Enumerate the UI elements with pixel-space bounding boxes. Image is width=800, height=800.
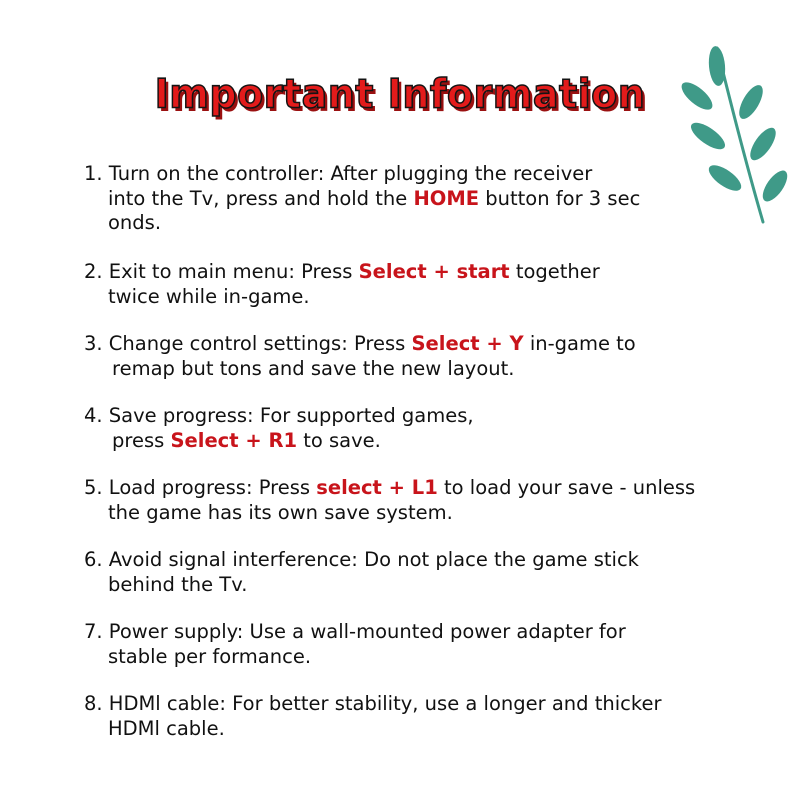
- instruction-line: [84, 187, 640, 212]
- instruction-text: 7. Power supply: Use a wall-mounted power adapter for: [84, 620, 626, 643]
- instruction-text: HDMl cable.: [108, 716, 225, 740]
- instruction-line: [84, 404, 474, 429]
- instruction-line: [84, 692, 661, 717]
- instruction-text: in-game to: [523, 332, 636, 355]
- button-combo-highlight: Select + Y: [411, 332, 524, 355]
- instruction-line: [84, 357, 636, 382]
- instruction-text: to load your save - unless: [437, 476, 696, 499]
- instruction-text: together: [509, 260, 600, 283]
- instruction-text: into the Tv, press and hold the: [108, 186, 414, 210]
- instruction-text: to save.: [297, 428, 381, 452]
- instruction-line: [84, 717, 661, 742]
- button-combo-highlight: Select + R1: [170, 428, 298, 452]
- instruction-text: the game has its own save system.: [108, 500, 453, 524]
- instruction-line: [84, 476, 695, 501]
- leaf-branch-icon: [675, 40, 795, 230]
- instruction-line: [84, 162, 640, 187]
- instruction-line: [84, 332, 636, 357]
- instruction-line: [84, 548, 639, 573]
- instruction-line: [84, 645, 626, 670]
- instruction-text: 5. Load progress: Press: [84, 476, 317, 499]
- instruction-item: [84, 260, 600, 309]
- instruction-text: 8. HDMl cable: For better stability, use a longer and thicker: [84, 692, 662, 715]
- instruction-text: remap but tons and save the new layout.: [112, 356, 515, 380]
- instruction-line: [84, 501, 695, 526]
- instruction-text: stable per formance.: [108, 644, 312, 668]
- instruction-item: [84, 620, 626, 669]
- instruction-item: [84, 548, 639, 597]
- instruction-text: onds.: [108, 211, 162, 234]
- button-combo-highlight: HOME: [413, 186, 480, 210]
- instruction-line: [84, 429, 474, 454]
- instruction-line: [84, 260, 600, 285]
- instruction-text: button for 3 sec: [479, 186, 641, 210]
- instruction-item: [84, 162, 640, 236]
- instruction-line: [84, 620, 626, 645]
- button-combo-highlight: Select + start: [358, 260, 510, 283]
- instruction-text: press: [112, 428, 171, 452]
- instruction-text: behind the Tv.: [108, 572, 248, 596]
- instruction-item: [84, 476, 695, 525]
- instruction-line: [84, 211, 640, 236]
- instruction-line: [84, 573, 639, 598]
- instruction-text: 3. Change control settings: Press: [84, 332, 412, 355]
- instruction-text: 2. Exit to main menu: Press: [84, 260, 359, 283]
- instruction-text: 1. Turn on the controller: After plugging the receiver: [84, 162, 593, 185]
- instruction-item: [84, 332, 636, 381]
- instruction-item: [84, 404, 474, 453]
- instruction-text: twice while in-game.: [108, 284, 310, 308]
- button-combo-highlight: select + L1: [316, 476, 438, 499]
- instruction-text: 4. Save progress: For supported games,: [84, 404, 474, 427]
- page-title: Important Information: [154, 70, 646, 118]
- instruction-text: 6. Avoid signal interference: Do not place the game stick: [84, 548, 639, 571]
- instruction-line: [84, 285, 600, 310]
- instruction-item: [84, 692, 661, 741]
